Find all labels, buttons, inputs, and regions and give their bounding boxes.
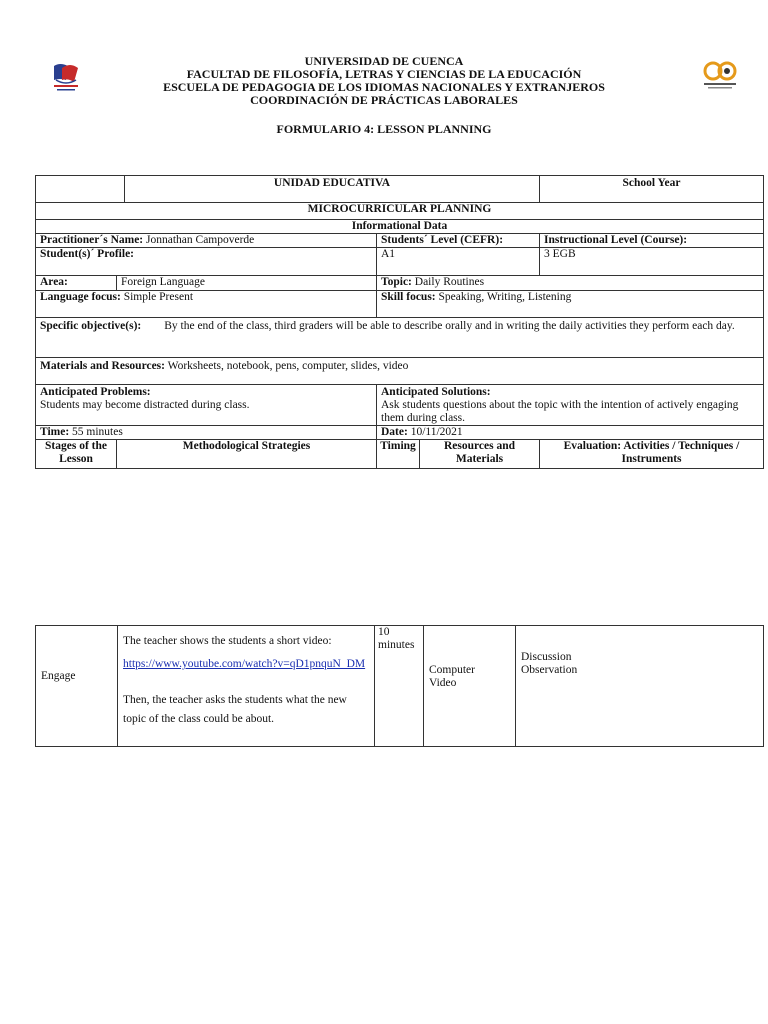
evaluation-cell [516, 626, 764, 747]
form-title: FORMULARIO 4: LESSON PLANNING [276, 122, 492, 136]
table-row [36, 626, 764, 747]
header-line-1: UNIVERSIDAD DE CUENCA [304, 54, 464, 68]
col-resources-header: Resources and Materials [420, 440, 540, 469]
language-focus-value: Simple Present [120, 291, 194, 303]
topic-cell [377, 276, 764, 291]
col-strategies-header: Methodological Strategies [117, 440, 377, 469]
student-profile-label: Student(s)´ Profile: [36, 248, 377, 276]
col-evaluation-header: Evaluation: Activities / Techniques / Instruments [540, 440, 764, 469]
date-label: Date: [381, 426, 408, 438]
lesson-stage-table [35, 625, 764, 747]
topic-label: Topic: [381, 276, 412, 288]
resource-item: Computer [429, 664, 475, 676]
language-focus-label: Language focus: [40, 291, 121, 303]
materials-label: Materials and Resources: [40, 360, 165, 372]
skill-focus-value: Speaking, Writing, Listening [435, 291, 572, 303]
solutions-label: Anticipated Solutions: [381, 386, 491, 398]
materials-resources-cell [36, 358, 764, 385]
time-cell [36, 426, 377, 440]
strategy-line-2: Then, the teacher asks the students what the new topic of the class could be about. [123, 694, 347, 725]
evaluation-item: Observation [521, 664, 578, 676]
skill-focus-label: Skill focus: [381, 291, 436, 303]
time-label: Time: [40, 426, 70, 438]
specific-objective-value: By the end of the class, third graders will be able to describe orally and in writing the daily activities they perform each day. [164, 320, 735, 332]
students-level-value: A1 [377, 248, 540, 276]
materials-value: Worksheets, notebook, pens, computer, slides, video [165, 360, 409, 372]
practitioner-label: Practitioner´s Name: [40, 234, 144, 246]
col-stages-header: Stages of the Lesson [36, 440, 117, 469]
date-value: 10/11/2021 [407, 426, 463, 438]
students-level-label: Students´ Level (CEFR): [377, 234, 540, 248]
instructional-level-label: Instructional Level (Course): [540, 234, 764, 248]
institution-header [0, 55, 768, 107]
informational-data-header: Informational Data [36, 220, 764, 234]
solutions-value: Ask students questions about the topic with the intention of actively engaging them during class. [381, 399, 739, 424]
anticipated-problems-cell [36, 385, 377, 426]
anticipated-solutions-cell [377, 385, 764, 426]
specific-objective-cell [36, 318, 764, 358]
practitioner-value: Jonnathan Campoverde [143, 234, 255, 246]
evaluation-item: Discussion [521, 651, 572, 663]
area-label: Area: [36, 276, 117, 291]
stage-name: Engage [36, 626, 118, 747]
language-focus-cell [36, 291, 377, 318]
microcurricular-planning-header: MICROCURRICULAR PLANNING [36, 203, 764, 220]
instructional-level-value: 3 EGB [540, 248, 764, 276]
header-line-4: COORDINACIÓN DE PRÁCTICAS LABORALES [250, 93, 518, 107]
school-year-header: School Year [540, 176, 764, 203]
video-link[interactable]: https://www.youtube.com/watch?v=qD1pnquN_DM [123, 658, 366, 670]
problems-label: Anticipated Problems: [40, 386, 151, 398]
col-timing-header: Timing [377, 440, 420, 469]
topic-value: Daily Routines [411, 276, 485, 288]
timing-value: 10 minutes [375, 626, 424, 747]
problems-value: Students may become distracted during class. [40, 399, 250, 411]
time-value: 55 minutes [69, 426, 123, 438]
strategy-line-1: The teacher shows the students a short video: [123, 635, 332, 647]
header-line-2: FACULTAD DE FILOSOFÍA, LETRAS Y CIENCIAS DE LA EDUCACIÓN [186, 67, 582, 81]
methodological-strategy-cell [118, 626, 375, 747]
lesson-planning-table [35, 175, 764, 469]
resource-item: Video [429, 677, 457, 689]
specific-objective-label: Specific objective(s): [40, 320, 142, 332]
resources-cell [424, 626, 516, 747]
date-cell [377, 426, 764, 440]
header-line-3: ESCUELA DE PEDAGOGIA DE LOS IDIOMAS NACIONALES Y EXTRANJEROS [163, 80, 605, 94]
area-value: Foreign Language [117, 276, 377, 291]
practitioner-name-cell [36, 234, 377, 248]
empty-cell [36, 176, 125, 203]
skill-focus-cell [377, 291, 764, 318]
unidad-educativa-header: UNIDAD EDUCATIVA [125, 176, 540, 203]
